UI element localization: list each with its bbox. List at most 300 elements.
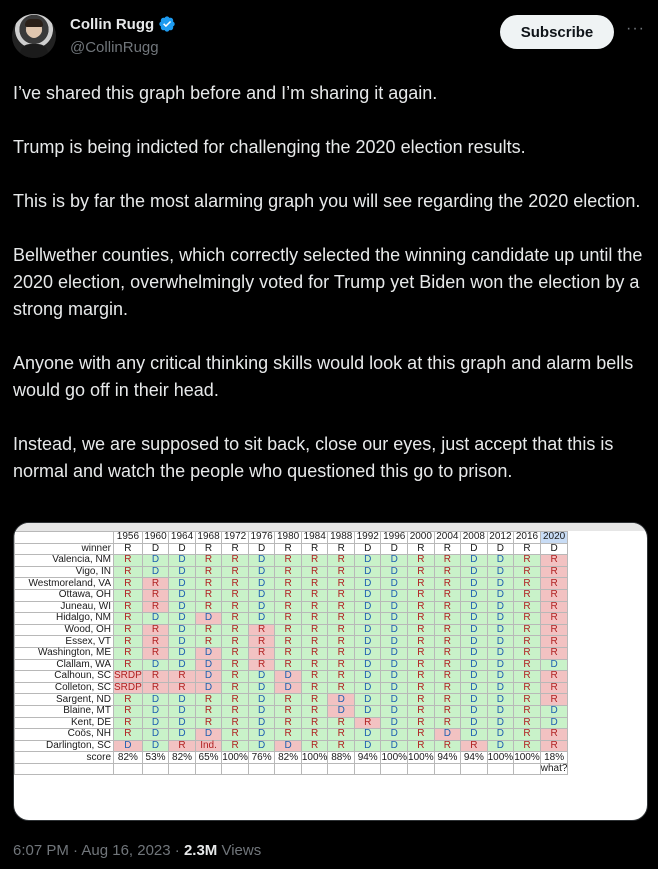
county-name: Juneau, WI bbox=[15, 601, 114, 613]
note-spacer bbox=[15, 763, 114, 775]
note-row bbox=[15, 763, 568, 775]
vote-cell: R bbox=[195, 717, 222, 729]
more-icon[interactable]: ··· bbox=[626, 20, 645, 37]
vote-cell: R bbox=[222, 647, 249, 659]
vote-cell: D bbox=[248, 671, 275, 683]
vote-cell: R bbox=[514, 613, 541, 625]
vote-cell: R bbox=[408, 729, 435, 741]
vote-cell: R bbox=[195, 566, 222, 578]
note-empty bbox=[514, 763, 541, 775]
vote-cell: R bbox=[434, 671, 461, 683]
vote-cell: D bbox=[114, 740, 143, 752]
year-cell: 2020 bbox=[540, 532, 568, 544]
score-cell: 94% bbox=[434, 752, 461, 764]
vote-cell: R bbox=[408, 624, 435, 636]
vote-cell: R bbox=[248, 636, 275, 648]
score-cell: 65% bbox=[195, 752, 222, 764]
vote-cell: D bbox=[169, 624, 196, 636]
table-row bbox=[15, 671, 568, 683]
vote-cell: R bbox=[408, 566, 435, 578]
vote-cell: D bbox=[487, 740, 514, 752]
vote-cell: R bbox=[514, 717, 541, 729]
score-cell: 100% bbox=[514, 751, 540, 763]
tweet-paragraph: This is by far the most alarming graph you will see regarding the 2020 election. bbox=[13, 191, 641, 211]
vote-cell: R bbox=[142, 578, 169, 590]
tweet-paragraph: Bellwether counties, which correctly selected the winning candidate up until the 2020 election, overwhelmingly voted for Trump yet Biden won the election by a strong margin. bbox=[13, 245, 643, 319]
vote-cell: D bbox=[142, 717, 169, 729]
vote-cell: R bbox=[275, 624, 302, 636]
vote-cell: R bbox=[540, 682, 568, 694]
vote-cell: D bbox=[354, 613, 381, 625]
vote-cell: R bbox=[461, 740, 488, 752]
year-cell: 2016 bbox=[514, 532, 541, 544]
score-cell: 18% bbox=[540, 752, 568, 764]
table-row bbox=[15, 729, 568, 741]
score-cell: 100% bbox=[487, 751, 514, 763]
vote-cell: D bbox=[354, 705, 381, 717]
score-cell: 82% bbox=[114, 752, 143, 764]
tweet-meta bbox=[13, 842, 261, 859]
vote-cell: R bbox=[301, 601, 328, 613]
vote-cell: D bbox=[195, 729, 222, 741]
vote-cell: R bbox=[222, 589, 249, 601]
vote-cell: D bbox=[354, 578, 381, 590]
vote-cell: R bbox=[514, 601, 541, 613]
vote-cell: D bbox=[487, 566, 514, 578]
vote-cell: D bbox=[487, 578, 514, 590]
vote-cell: R bbox=[514, 729, 541, 741]
score-cell: 94% bbox=[461, 752, 488, 764]
vote-cell: R bbox=[222, 613, 249, 625]
vote-cell: R bbox=[114, 729, 143, 741]
vote-cell: D bbox=[248, 566, 275, 578]
score-cell: 82% bbox=[169, 752, 196, 764]
tweet-text bbox=[13, 80, 643, 485]
year-cell: 1996 bbox=[381, 532, 408, 544]
vote-cell: R bbox=[222, 601, 249, 613]
vote-cell: R bbox=[142, 601, 169, 613]
vote-cell: R bbox=[540, 589, 568, 601]
vote-cell: R bbox=[222, 636, 249, 648]
vote-cell: R bbox=[275, 589, 302, 601]
vote-cell: D bbox=[381, 624, 408, 636]
winner-cell: R bbox=[301, 543, 328, 555]
vote-cell: D bbox=[142, 705, 169, 717]
vote-cell: R bbox=[275, 555, 302, 567]
year-cell: 2004 bbox=[434, 532, 461, 544]
vote-cell: R bbox=[222, 682, 249, 694]
vote-cell: R bbox=[195, 601, 222, 613]
vote-cell: R bbox=[114, 624, 143, 636]
vote-cell: D bbox=[487, 671, 514, 683]
vote-cell: D bbox=[381, 717, 408, 729]
vote-cell: D bbox=[461, 566, 488, 578]
vote-cell: D bbox=[540, 705, 568, 717]
vote-cell: R bbox=[169, 740, 196, 752]
score-row bbox=[15, 752, 568, 764]
vote-cell: R bbox=[540, 740, 568, 752]
vote-cell: R bbox=[195, 624, 222, 636]
tweet-timestamp[interactable]: 6:07 PM · Aug 16, 2023 · bbox=[13, 842, 184, 859]
county-name: Essex, VT bbox=[15, 636, 114, 648]
vote-cell: R bbox=[354, 717, 381, 729]
vote-cell: D bbox=[248, 705, 275, 717]
note-empty bbox=[381, 763, 408, 775]
county-name: Coös, NH bbox=[15, 729, 114, 741]
vote-cell: D bbox=[354, 740, 381, 752]
vote-cell: D bbox=[142, 659, 169, 671]
vote-cell: R bbox=[222, 694, 249, 706]
vote-cell: D bbox=[195, 671, 222, 683]
note-empty bbox=[301, 763, 328, 775]
vote-cell: D bbox=[381, 555, 408, 567]
tweet-paragraph: Trump is being indicted for challenging the 2020 election results. bbox=[13, 137, 526, 157]
vote-cell: R bbox=[114, 613, 143, 625]
winner-cell: R bbox=[434, 543, 461, 555]
score-cell: 100% bbox=[408, 751, 434, 763]
subscribe-button[interactable]: Subscribe bbox=[500, 15, 614, 49]
note-empty bbox=[487, 763, 514, 775]
county-name: Ottawa, OH bbox=[15, 589, 114, 601]
tweet-paragraph: Anyone with any critical thinking skills would look at this graph and alarm bells would go off in their head. bbox=[13, 353, 634, 400]
vote-cell: R bbox=[114, 566, 143, 578]
vote-cell: D bbox=[354, 682, 381, 694]
vote-cell: R bbox=[408, 682, 435, 694]
vote-cell: D bbox=[142, 566, 169, 578]
vote-cell: R bbox=[514, 705, 541, 717]
note-empty bbox=[434, 763, 461, 775]
final-note: what? bbox=[540, 763, 568, 775]
vote-cell: D bbox=[354, 671, 381, 683]
year-cell: 1972 bbox=[222, 532, 249, 544]
vote-cell: R bbox=[301, 566, 328, 578]
table-row bbox=[15, 740, 568, 752]
vote-cell: R bbox=[114, 555, 143, 567]
vote-cell: R bbox=[301, 647, 328, 659]
vote-cell: R bbox=[328, 624, 355, 636]
vote-cell: R bbox=[408, 578, 435, 590]
winner-cell: R bbox=[222, 543, 249, 555]
vote-cell: R bbox=[142, 636, 169, 648]
vote-cell: R bbox=[514, 636, 541, 648]
vote-cell: R bbox=[169, 671, 196, 683]
vote-cell: D bbox=[142, 694, 169, 706]
vote-cell: R bbox=[301, 682, 328, 694]
vote-cell: R bbox=[328, 555, 355, 567]
vote-cell: D bbox=[381, 647, 408, 659]
author-name-row[interactable] bbox=[70, 15, 176, 33]
vote-cell: D bbox=[461, 729, 488, 741]
vote-cell: D bbox=[195, 682, 222, 694]
year-cell: 1956 bbox=[114, 532, 143, 544]
vote-cell: D bbox=[328, 694, 355, 706]
table-row bbox=[15, 613, 568, 625]
score-cell: 100% bbox=[222, 751, 248, 763]
winner-cell: D bbox=[142, 543, 169, 555]
vote-cell: R bbox=[142, 682, 169, 694]
vote-cell: D bbox=[248, 717, 275, 729]
vote-cell: R bbox=[434, 613, 461, 625]
vote-cell: D bbox=[487, 682, 514, 694]
vote-cell: R bbox=[328, 566, 355, 578]
table-row bbox=[15, 589, 568, 601]
vote-cell: D bbox=[248, 740, 275, 752]
year-cell: 2008 bbox=[461, 532, 488, 544]
vote-cell: D bbox=[354, 624, 381, 636]
author-handle[interactable]: @CollinRugg bbox=[70, 39, 159, 56]
note-empty bbox=[408, 763, 435, 775]
vote-cell: R bbox=[434, 659, 461, 671]
vote-cell: R bbox=[434, 705, 461, 717]
vote-cell: R bbox=[434, 682, 461, 694]
year-cell: 2012 bbox=[487, 532, 514, 544]
vote-cell: D bbox=[487, 647, 514, 659]
vote-cell: R bbox=[434, 636, 461, 648]
vote-cell: D bbox=[487, 694, 514, 706]
vote-cell: R bbox=[328, 589, 355, 601]
vote-cell: R bbox=[540, 636, 568, 648]
vote-cell: R bbox=[408, 671, 435, 683]
tweet-media-image[interactable] bbox=[13, 522, 648, 821]
vote-cell: D bbox=[169, 729, 196, 741]
vote-cell: R bbox=[408, 694, 435, 706]
vote-cell: R bbox=[408, 659, 435, 671]
vote-cell: R bbox=[408, 647, 435, 659]
vote-cell: R bbox=[434, 566, 461, 578]
vote-cell: D bbox=[169, 566, 196, 578]
county-name: Washington, ME bbox=[15, 647, 114, 659]
table-row bbox=[15, 636, 568, 648]
vote-cell: D bbox=[142, 740, 169, 752]
winner-cell: R bbox=[408, 543, 435, 555]
vote-cell: R bbox=[540, 601, 568, 613]
vote-cell: R bbox=[514, 659, 541, 671]
vote-cell: R bbox=[275, 647, 302, 659]
vote-cell: D bbox=[540, 717, 568, 729]
author-avatar[interactable] bbox=[12, 14, 56, 58]
winner-label: winner bbox=[15, 543, 114, 555]
vote-cell: R bbox=[301, 624, 328, 636]
vote-cell: R bbox=[222, 717, 249, 729]
vote-cell: D bbox=[461, 589, 488, 601]
vote-cell: D bbox=[381, 729, 408, 741]
vote-cell: R bbox=[540, 624, 568, 636]
vote-cell: D bbox=[487, 659, 514, 671]
vote-cell: R bbox=[275, 717, 302, 729]
vote-cell: D bbox=[487, 717, 514, 729]
vote-cell: R bbox=[142, 589, 169, 601]
score-cell: 53% bbox=[142, 752, 169, 764]
vote-cell: R bbox=[222, 578, 249, 590]
vote-cell: D bbox=[487, 613, 514, 625]
winner-cell: R bbox=[195, 543, 222, 555]
vote-cell: R bbox=[408, 740, 435, 752]
vote-cell: R bbox=[328, 659, 355, 671]
vote-cell: D bbox=[248, 613, 275, 625]
vote-cell: R bbox=[434, 589, 461, 601]
vote-cell: R bbox=[301, 659, 328, 671]
vote-cell: R bbox=[222, 705, 249, 717]
vote-cell: R bbox=[222, 740, 249, 752]
vote-cell: R bbox=[328, 578, 355, 590]
note-empty bbox=[461, 763, 488, 775]
score-cell: 94% bbox=[354, 752, 381, 764]
author-display-name[interactable]: Collin Rugg bbox=[70, 15, 155, 33]
vote-cell: R bbox=[275, 636, 302, 648]
vote-cell: R bbox=[328, 647, 355, 659]
tweet-paragraph: I’ve shared this graph before and I’m sharing it again. bbox=[13, 83, 438, 103]
note-empty bbox=[328, 763, 355, 775]
vote-cell: D bbox=[328, 705, 355, 717]
vote-cell: R bbox=[434, 717, 461, 729]
vote-cell: R bbox=[540, 555, 568, 567]
vote-cell: D bbox=[354, 589, 381, 601]
vote-cell: D bbox=[461, 659, 488, 671]
bellwether-table bbox=[14, 531, 568, 775]
score-cell: 100% bbox=[301, 751, 328, 763]
table-row bbox=[15, 694, 568, 706]
vote-cell: D bbox=[195, 613, 222, 625]
vote-cell: D bbox=[461, 717, 488, 729]
vote-cell: R bbox=[434, 578, 461, 590]
year-cell: 1976 bbox=[248, 532, 275, 544]
vote-cell: R bbox=[301, 740, 328, 752]
vote-cell: D bbox=[461, 671, 488, 683]
vote-cell: D bbox=[275, 671, 302, 683]
tweet-header bbox=[0, 0, 658, 70]
vote-cell: D bbox=[275, 740, 302, 752]
vote-cell: D bbox=[195, 659, 222, 671]
vote-cell: R bbox=[514, 566, 541, 578]
vote-cell: D bbox=[381, 740, 408, 752]
vote-cell: R bbox=[408, 705, 435, 717]
vote-cell: D bbox=[169, 578, 196, 590]
vote-cell: R bbox=[275, 613, 302, 625]
vote-cell: R bbox=[328, 613, 355, 625]
vote-cell: D bbox=[461, 705, 488, 717]
vote-cell: R bbox=[222, 555, 249, 567]
vote-cell: D bbox=[275, 682, 302, 694]
vote-cell: R bbox=[514, 682, 541, 694]
vote-cell: R bbox=[195, 555, 222, 567]
vote-cell: R bbox=[540, 671, 568, 683]
vote-cell: D bbox=[461, 682, 488, 694]
vote-cell: D bbox=[248, 589, 275, 601]
vote-cell: R bbox=[540, 578, 568, 590]
vote-cell: R bbox=[222, 729, 249, 741]
vote-cell: D bbox=[381, 636, 408, 648]
vote-cell: R bbox=[142, 671, 169, 683]
vote-cell: D bbox=[169, 647, 196, 659]
year-cell: 1992 bbox=[354, 532, 381, 544]
vote-cell: D bbox=[354, 729, 381, 741]
table-row bbox=[15, 659, 568, 671]
vote-cell: D bbox=[381, 682, 408, 694]
note-empty bbox=[354, 763, 381, 775]
winner-cell: R bbox=[514, 543, 541, 555]
vote-cell: D bbox=[169, 601, 196, 613]
winner-cell: D bbox=[248, 543, 275, 555]
vote-cell: D bbox=[354, 601, 381, 613]
vote-cell: R bbox=[275, 566, 302, 578]
vote-cell: SRDP bbox=[114, 670, 142, 682]
vote-cell: D bbox=[461, 647, 488, 659]
note-empty bbox=[275, 763, 302, 775]
vote-cell: R bbox=[514, 647, 541, 659]
county-name: Kent, DE bbox=[15, 717, 114, 729]
table-row bbox=[15, 601, 568, 613]
winner-cell: R bbox=[328, 543, 355, 555]
vote-cell: R bbox=[540, 729, 568, 741]
vote-cell: D bbox=[248, 682, 275, 694]
vote-cell: R bbox=[301, 636, 328, 648]
table-row bbox=[15, 578, 568, 590]
years-row bbox=[15, 532, 568, 544]
vote-cell: R bbox=[114, 694, 143, 706]
vote-cell: R bbox=[328, 717, 355, 729]
vote-cell: R bbox=[169, 682, 196, 694]
table-row bbox=[15, 647, 568, 659]
table-row bbox=[15, 624, 568, 636]
vote-cell: R bbox=[540, 694, 568, 706]
vote-cell: R bbox=[275, 729, 302, 741]
vote-cell: R bbox=[408, 717, 435, 729]
table-row bbox=[15, 566, 568, 578]
vote-cell: R bbox=[275, 705, 302, 717]
vote-cell: R bbox=[248, 624, 275, 636]
vote-cell: D bbox=[487, 636, 514, 648]
vote-cell: R bbox=[248, 659, 275, 671]
year-cell: 1964 bbox=[169, 532, 196, 544]
vote-cell: D bbox=[487, 729, 514, 741]
vote-cell: R bbox=[114, 717, 143, 729]
vote-cell: D bbox=[248, 729, 275, 741]
vote-cell: R bbox=[434, 555, 461, 567]
vote-cell: D bbox=[169, 659, 196, 671]
winner-cell: R bbox=[114, 543, 143, 555]
vote-cell: D bbox=[381, 578, 408, 590]
corner-cell bbox=[15, 532, 114, 544]
winner-cell: D bbox=[461, 543, 488, 555]
vote-cell: R bbox=[114, 578, 143, 590]
table-row bbox=[15, 717, 568, 729]
vote-cell: R bbox=[434, 647, 461, 659]
winner-row bbox=[15, 543, 568, 555]
vote-cell: D bbox=[487, 624, 514, 636]
table-row bbox=[15, 555, 568, 567]
county-name: Colleton, SC bbox=[15, 682, 114, 694]
vote-cell: R bbox=[301, 705, 328, 717]
vote-cell: D bbox=[169, 589, 196, 601]
vote-cell: R bbox=[114, 636, 143, 648]
vote-cell: D bbox=[461, 613, 488, 625]
vote-cell: R bbox=[114, 659, 143, 671]
vote-cell: R bbox=[408, 636, 435, 648]
vote-cell: R bbox=[328, 601, 355, 613]
vote-cell: R bbox=[434, 740, 461, 752]
winner-cell: D bbox=[487, 543, 514, 555]
vote-cell: R bbox=[195, 636, 222, 648]
vote-cell: D bbox=[381, 601, 408, 613]
vote-cell: D bbox=[381, 613, 408, 625]
vote-cell: Ind. bbox=[195, 740, 222, 752]
vote-cell: R bbox=[434, 694, 461, 706]
vote-cell: R bbox=[434, 624, 461, 636]
vote-cell: R bbox=[114, 647, 143, 659]
winner-cell: D bbox=[381, 543, 408, 555]
vote-cell: R bbox=[408, 613, 435, 625]
vote-cell: D bbox=[195, 647, 222, 659]
